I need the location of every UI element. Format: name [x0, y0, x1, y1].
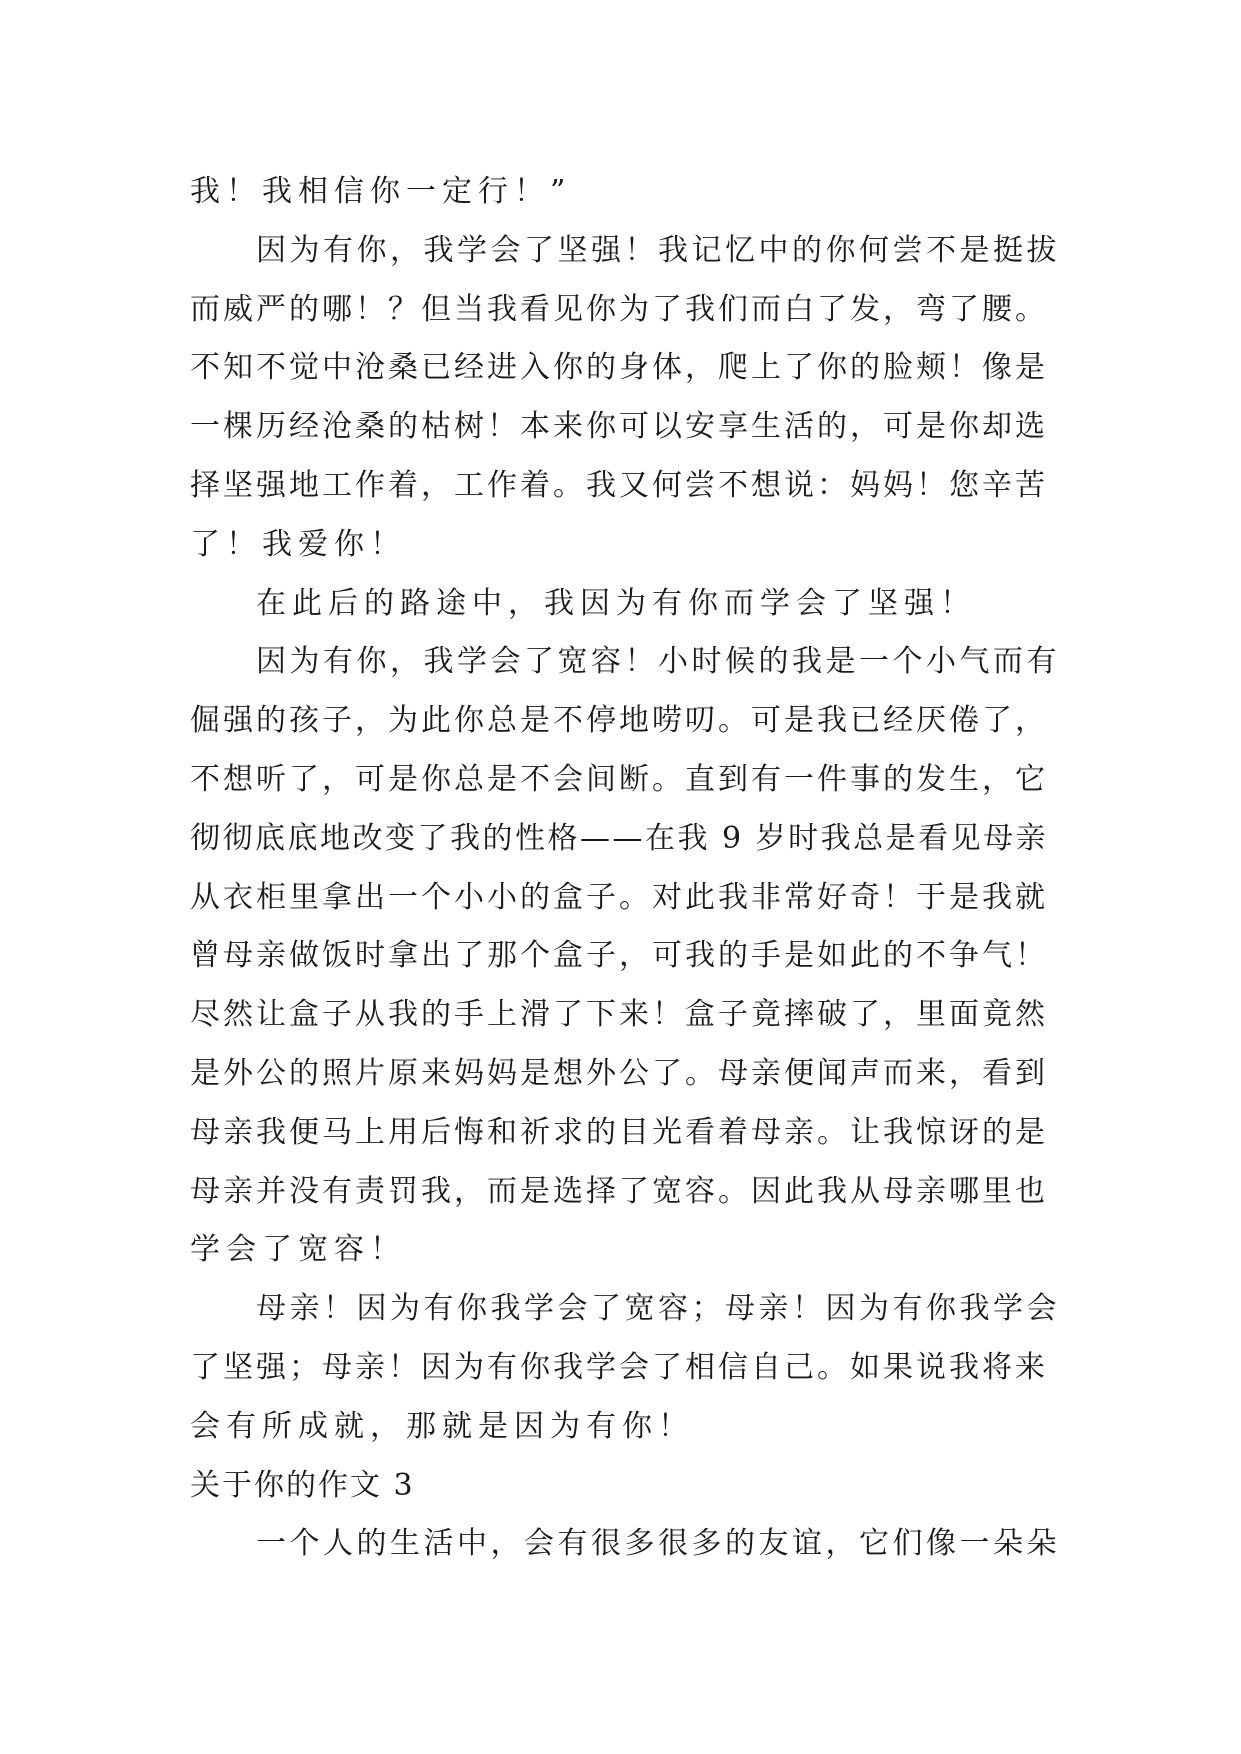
text-line: 了！我爱你！ — [190, 526, 406, 562]
text-line: 倔强的孩子，为此你总是不停地唠叨。可是我已经厌倦了， — [190, 703, 1048, 739]
text-line: 学会了宽容！ — [190, 1232, 406, 1268]
paragraph-start-line: 母亲！因为有你我学会了宽容；母亲！因为有你我学会 — [256, 1291, 1060, 1327]
paragraph-start-line: 在此后的路途中，我因为有你而学会了坚强！ — [256, 585, 976, 621]
section-heading: 关于你的作文 3 — [190, 1467, 415, 1503]
text-line: 是外公的照片原来妈妈是想外公了。母亲便闻声而来，看到 — [190, 1055, 1048, 1091]
text-line: 而威严的哪！？但当我看见你为了我们而白了发，弯了腰。 — [190, 291, 1048, 327]
text-line: 不知不觉中沧桑已经进入你的身体，爬上了你的脸颊！像是 — [190, 350, 1048, 386]
text-line: 彻彻底底地改变了我的性格——在我 9 岁时我总是看见母亲 — [190, 820, 1049, 856]
text-line: 我！我相信你一定行！” — [190, 174, 572, 209]
text-line: 一棵历经沧桑的枯树！本来你可以安享生活的，可是你却选 — [190, 409, 1048, 445]
paragraph-start-line: 因为有你，我学会了坚强！我记忆中的你何尝不是挺拔 — [256, 232, 1060, 268]
text-line: 会有所成就，那就是因为有你！ — [190, 1408, 694, 1444]
text-line: 母亲并没有责罚我，而是选择了宽容。因此我从母亲哪里也 — [190, 1173, 1048, 1209]
text-line: 曾母亲做饭时拿出了那个盒子，可我的手是如此的不争气！ — [190, 938, 1048, 974]
paragraph-start-line: 一个人的生活中，会有很多很多的友谊，它们像一朵朵 — [256, 1526, 1060, 1562]
text-line: 从衣柜里拿出一个小小的盒子。对此我非常好奇！于是我就 — [190, 879, 1048, 915]
text-line: 母亲我便马上用后悔和祈求的目光看着母亲。让我惊讶的是 — [190, 1114, 1048, 1150]
text-line: 了坚强；母亲！因为有你我学会了相信自己。如果说我将来 — [190, 1349, 1048, 1385]
document-page — [190, 163, 1060, 1574]
text-line: 不想听了，可是你总是不会间断。直到有一件事的发生，它 — [190, 761, 1048, 797]
text-line: 尽然让盒子从我的手上滑了下来！盒子竟摔破了，里面竟然 — [190, 997, 1048, 1033]
text-line: 择坚强地工作着，工作着。我又何尝不想说：妈妈！您辛苦 — [190, 467, 1048, 503]
paragraph-start-line: 因为有你，我学会了宽容！小时候的我是一个小气而有 — [256, 644, 1060, 680]
